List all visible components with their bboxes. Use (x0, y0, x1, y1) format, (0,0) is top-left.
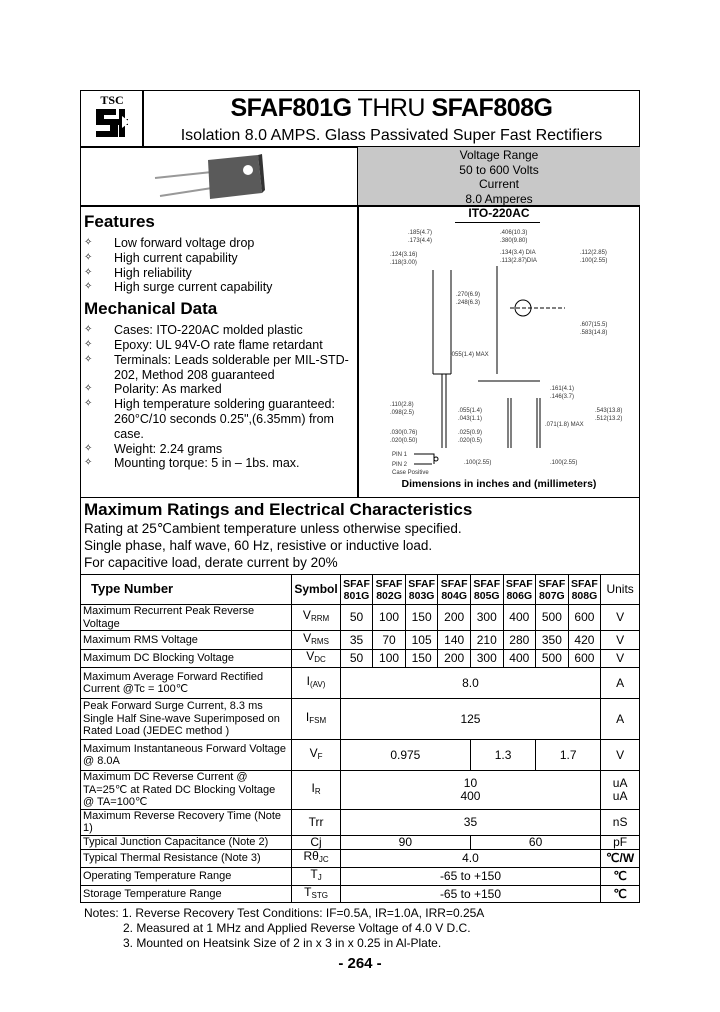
value-cell: 90 (340, 835, 470, 849)
header-part-number: SFAF 801G (340, 575, 373, 605)
features-heading: Features (84, 212, 155, 231)
voltage-value: 50 to 600 Volts (459, 162, 539, 177)
symbol-subscript: RMS (311, 636, 329, 646)
value-cell: 600 (568, 605, 601, 631)
current-value: 8.0 Amperes (465, 191, 533, 206)
symbol-cell: $V_{RMS}$ (292, 631, 340, 650)
dimension-label: .098(2.5) (390, 410, 415, 416)
feature-item: ✧ High current capability (84, 251, 356, 266)
unit-cell: nS (601, 809, 640, 835)
unit-cell: A (601, 668, 640, 699)
current-label: Current (478, 177, 519, 191)
table-row (81, 605, 640, 631)
dimension-label: .071(1.8) MAX (545, 422, 584, 428)
parameter-label: Maximum Reverse Recovery Time (Note 1) (81, 809, 292, 835)
dimension-label: .512(13.2) (595, 416, 623, 422)
subtitle: Isolation 8.0 AMPS. Glass Passivated Super Fast Rectifiers (180, 127, 603, 144)
feature-item: ✧ High surge current capability (84, 280, 356, 295)
mechanical-item: ✧ Mounting torque: 5 in – 1bs. max. (84, 456, 356, 471)
value-cell: 4.0 (340, 849, 601, 867)
unit-cell: pF (601, 835, 640, 849)
symbol-cell: Trr (292, 809, 340, 835)
dimension-label: .112(2.85) (580, 250, 607, 256)
ratings-summary (358, 147, 640, 205)
value-cell: 500 (536, 605, 569, 631)
header-type-number: Type Number (81, 575, 292, 605)
dimension-label: .020(0.50) (390, 438, 418, 444)
parameter-label: Maximum DC Blocking Voltage (81, 650, 292, 668)
mechanical-item: ✧ Terminals: Leads solderable per MIL-STD-202, Method 208 guaranteed (84, 353, 356, 383)
parameter-label: Typical Thermal Resistance (Note 3) (81, 849, 292, 867)
symbol-cell: $V_{RRM}$ (292, 605, 340, 631)
value-cell: 125 (340, 699, 601, 740)
header-part-number: SFAF 806G (503, 575, 536, 605)
symbol-subscript: (AV) (310, 679, 326, 689)
value-cell: 8.0 (340, 668, 601, 699)
dimension-label: PIN 1 (392, 452, 408, 458)
unit-cell: V (601, 631, 640, 650)
symbol-cell: $I_R$ (292, 771, 340, 810)
dimension-label: .055(1.4) (458, 408, 483, 414)
dimension-label: .185(4.7) (408, 230, 433, 236)
dimension-label: .124(3.16) (390, 252, 418, 258)
unit-cell: ℃ (601, 885, 640, 903)
symbol-cell: $R\theta_{JC}$ (292, 849, 340, 867)
parameter-label: Maximum DC Reverse Current @ TA=25℃ at Rated DC Blocking Voltage @ TA=100℃ (81, 771, 292, 810)
symbol-cell: $I_{(AV)}$ (292, 668, 340, 699)
features-list (84, 236, 356, 295)
table-row (81, 771, 640, 810)
header-units: Units (601, 575, 640, 605)
mechanical-item: ✧ Polarity: As marked (84, 382, 356, 397)
table-row (81, 668, 640, 699)
table-row (81, 740, 640, 771)
table-row (81, 699, 640, 740)
value-cell: 105 (405, 631, 438, 650)
parameter-label: Storage Temperature Range (81, 885, 292, 903)
table-row (81, 650, 640, 668)
header-part-number: SFAF 807G (536, 575, 569, 605)
value-cell: 150 (405, 605, 438, 631)
header-part-number: SFAF 805G (470, 575, 503, 605)
divider (455, 222, 540, 223)
unit-cell: ℃/W (601, 849, 640, 867)
mechanical-item: ✧ Cases: ITO-220AC molded plastic (84, 323, 356, 338)
symbol-subscript: JC (318, 854, 329, 864)
dimensions-note: Dimensions in inches and (millimeters) (401, 478, 597, 490)
symbol-cell: $T_J$ (292, 867, 340, 885)
parameter-label: Maximum Recurrent Peak Reverse Voltage (81, 605, 292, 631)
symbol-cell: $V_F$ (292, 740, 340, 771)
symbol-subscript: DC (314, 655, 326, 665)
dimension-label: .543(13.8) (595, 408, 623, 414)
ratings-section (84, 500, 472, 571)
value-cell: 200 (438, 650, 471, 668)
value-cell: 350 (536, 631, 569, 650)
header-symbol: Symbol (292, 575, 340, 605)
value-cell: 280 (503, 631, 536, 650)
symbol-subscript: FSM (309, 715, 327, 725)
dimension-label: .110(2.8) (390, 402, 414, 408)
symbol-subscript: STG (311, 890, 328, 900)
dimension-label: .113(2.87)DIA (500, 258, 537, 264)
value-cell: 35 (340, 631, 373, 650)
ratings-table (80, 574, 640, 903)
value-cell: 420 (568, 631, 601, 650)
dimension-label: Case Positive (392, 470, 429, 476)
dimension-label: .134(3.4) DIA (500, 250, 536, 256)
page-number: - 264 - (338, 955, 382, 972)
symbol-subscript: F (317, 751, 323, 761)
unit-cell: V (601, 650, 640, 668)
value-cell: 150 (405, 650, 438, 668)
dimension-label: .055(1.4) MAX (450, 352, 489, 358)
value-cell: 140 (438, 631, 471, 650)
mechanical-item: ✧ Weight: 2.24 grams (84, 442, 356, 457)
table-header-row (81, 575, 640, 605)
symbol-subscript: R (314, 786, 321, 796)
dimension-label: .100(2.55) (580, 258, 608, 264)
symbol-cell: $V_{DC}$ (292, 650, 340, 668)
logo-text: TSC (100, 93, 124, 107)
notes (84, 906, 484, 951)
dimension-label: .406(10.3) (500, 230, 528, 236)
unit-cell: V (601, 740, 640, 771)
header-part-number: SFAF 802G (373, 575, 406, 605)
value-cell: 1.3 (470, 740, 535, 771)
rating-condition: For capacitive load, derate current by 20% (84, 555, 338, 570)
dimension-label: .173(4.4) (408, 238, 433, 244)
dimension-label: .161(4.1) (550, 386, 575, 392)
value-cell: 0.975 (340, 740, 470, 771)
value-cell: 400 (503, 650, 536, 668)
value-cell: 200 (438, 605, 471, 631)
rating-condition: Single phase, half wave, 60 Hz, resistive or inductive load. (84, 538, 433, 553)
parameter-label: Operating Temperature Range (81, 867, 292, 885)
note: 3. Mounted on Heatsink Size of 2 in x 3 in x 0.25 in Al-Plate. (123, 936, 442, 950)
note: 2. Measured at 1 MHz and Applied Reverse Voltage of 4.0 V D.C. (123, 921, 471, 935)
parameter-label: Maximum Average Forward Rectified Current @Tc = 100℃ (81, 668, 292, 699)
package-name: ITO-220AC (468, 206, 530, 220)
page-title: SFAF801G THRU SFAF808G (230, 94, 553, 122)
value-cell: 600 (568, 650, 601, 668)
symbol-subscript: J (317, 872, 322, 882)
dimension-label: .146(3.7) (550, 394, 575, 400)
mechanical-item: ✧ Epoxy: UL 94V-O rate flame retardant (84, 338, 356, 353)
value-cell: 300 (470, 605, 503, 631)
value-cell: 500 (536, 650, 569, 668)
value-cell: 10 400 (340, 771, 601, 810)
value-cell: 1.7 (536, 740, 601, 771)
header-part-number: SFAF 804G (438, 575, 471, 605)
component-photo (150, 150, 270, 202)
value-cell: 35 (340, 809, 601, 835)
table-row (81, 885, 640, 903)
mechanical-heading: Mechanical Data (84, 299, 218, 319)
parameter-label: Maximum RMS Voltage (81, 631, 292, 650)
voltage-label: Voltage Range (459, 148, 539, 162)
value-cell: 100 (373, 650, 406, 668)
table-row (81, 631, 640, 650)
parameter-label: Peak Forward Surge Current, 8.3 ms Single Half Sine-wave Superimposed on Rated Load (JEDEC method ) (81, 699, 292, 740)
table-row (81, 867, 640, 885)
dimension-label: .100(2.55) (464, 460, 492, 466)
value-cell: 50 (340, 650, 373, 668)
table-row (81, 835, 640, 849)
value-cell: -65 to +150 (340, 867, 601, 885)
logo-mark-icon (92, 106, 132, 140)
value-cell: -65 to +150 (340, 885, 601, 903)
value-cell: 50 (340, 605, 373, 631)
dimension-label: .248(6.3) (456, 300, 481, 306)
features-section (84, 212, 356, 471)
value-cell: 70 (373, 631, 406, 650)
dimension-label: .043(1.1) (458, 416, 483, 422)
dimension-label: .100(2.55) (550, 460, 578, 466)
header-part-number: SFAF 808G (568, 575, 601, 605)
unit-cell: uA uA (601, 771, 640, 810)
mechanical-list (84, 323, 356, 471)
note: Notes: 1. Reverse Recovery Test Conditions: IF=0.5A, IR=1.0A, IRR=0.25A (84, 906, 485, 920)
unit-cell: A (601, 699, 640, 740)
symbol-cell: $T_{STG}$ (292, 885, 340, 903)
dimension-label: .270(6.9) (456, 292, 481, 298)
tsc-logo (84, 94, 140, 144)
feature-item: ✧ Low forward voltage drop (84, 236, 356, 251)
mechanical-item: ✧ High temperature soldering guaranteed: 260°C/10 seconds 0.25",(6.35mm) from case. (84, 397, 356, 441)
symbol-cell: $I_{FSM}$ (292, 699, 340, 740)
parameter-label: Maximum Instantaneous Forward Voltage @ 8.0A (81, 740, 292, 771)
unit-cell: ℃ (601, 867, 640, 885)
feature-item: ✧ High reliability (84, 266, 356, 281)
dimension-label: .030(0.76) (390, 430, 418, 436)
package-dimension-drawing (390, 226, 640, 476)
dimension-label: .118(3.00) (390, 260, 417, 266)
symbol-subscript: RRM (310, 614, 330, 624)
dimension-label: .583(14.8) (580, 330, 608, 336)
dimension-label: .607(15.5) (580, 322, 608, 328)
dimension-label: .020(0.5) (458, 438, 483, 444)
header-part-number: SFAF 803G (405, 575, 438, 605)
table-row (81, 849, 640, 867)
value-cell: 300 (470, 650, 503, 668)
dimension-label: PIN 2 (392, 462, 408, 468)
unit-cell: V (601, 605, 640, 631)
value-cell: 400 (503, 605, 536, 631)
symbol-cell: Cj (292, 835, 340, 849)
dimension-label: .380(9.80) (500, 238, 528, 244)
table-row (81, 809, 640, 835)
rating-condition: Rating at 25℃ambient temperature unless otherwise specified. (84, 521, 462, 536)
dimension-label: .025(0.9) (458, 430, 483, 436)
parameter-label: Typical Junction Capacitance (Note 2) (81, 835, 292, 849)
value-cell: 100 (373, 605, 406, 631)
value-cell: 60 (470, 835, 600, 849)
ratings-heading: Maximum Ratings and Electrical Characteristics (84, 500, 473, 519)
value-cell: 210 (470, 631, 503, 650)
